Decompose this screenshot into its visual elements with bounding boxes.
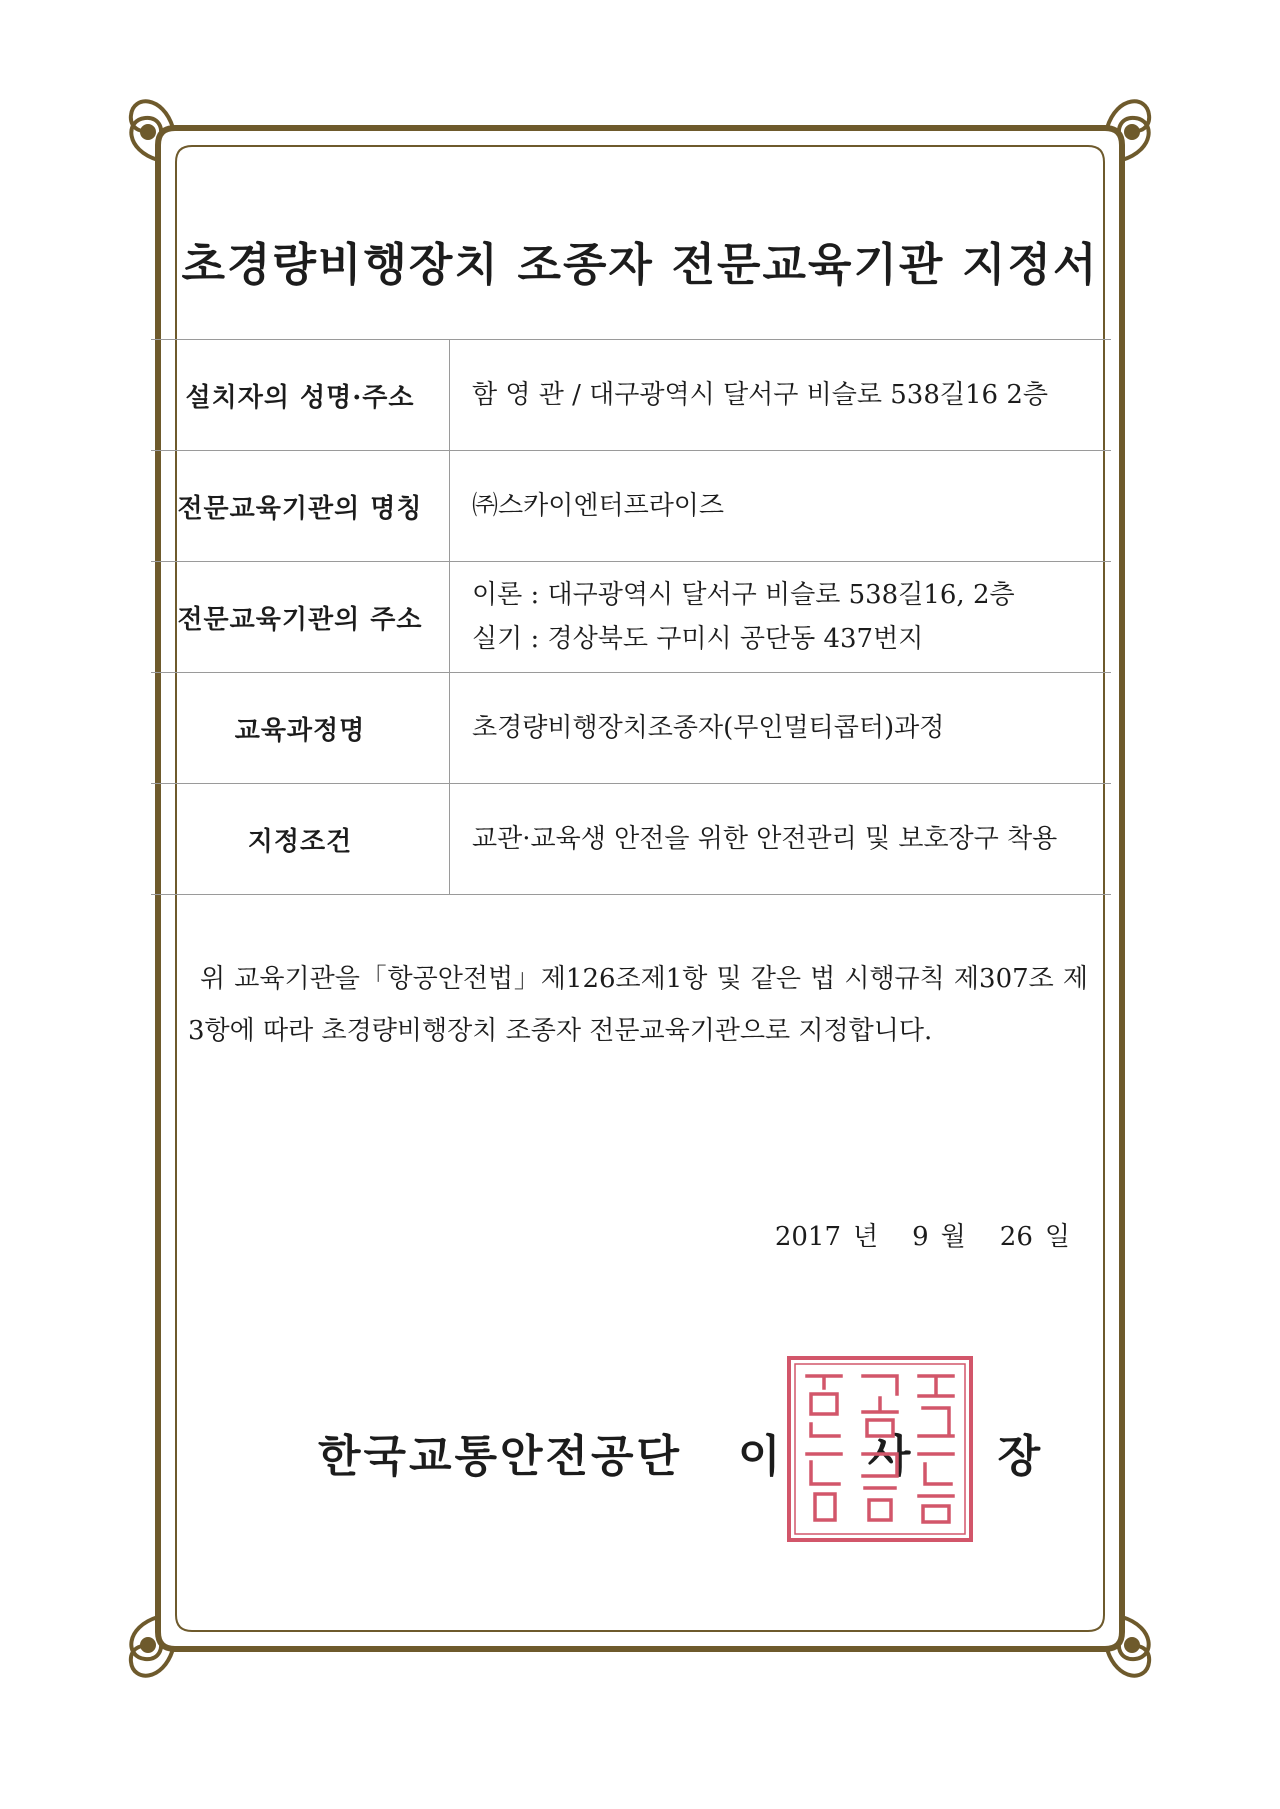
row-label-course-name: 교육과정명 (151, 673, 450, 784)
row-label-conditions: 지정조건 (151, 784, 450, 895)
date-year: 2017 (774, 1222, 841, 1252)
date-month-unit: 월 (940, 1222, 966, 1252)
info-table (151, 339, 1111, 895)
conditions-line: 교관·교육생 안전을 위한 안전관리 및 보호장구 착용 (472, 824, 1058, 854)
table-row (151, 562, 1111, 673)
theory-address-line: 이론 : 대구광역시 달서구 비슬로 538길16, 2층 (472, 580, 1015, 610)
row-value-institution-address (450, 562, 1112, 673)
course-name-line: 초경량비행장치조종자(무인멀티콥터)과정 (472, 713, 945, 743)
date-year-unit: 년 (852, 1222, 879, 1252)
issue-date (775, 1216, 1070, 1253)
table-row (151, 784, 1111, 895)
row-value-founder (450, 340, 1112, 451)
table-row (151, 340, 1111, 451)
row-value-course-name (450, 673, 1112, 784)
date-day-unit: 일 (1044, 1222, 1070, 1252)
row-label-institution-address: 전문교육기관의 주소 (151, 562, 450, 673)
practice-address-line: 실기 : 경상북도 구미시 공단동 437번지 (472, 624, 924, 654)
table-row (151, 451, 1111, 562)
founder-line: 함 영 관 / 대구광역시 달서구 비슬로 538길16 2층 (472, 380, 1048, 410)
date-month: 9 (912, 1222, 929, 1252)
issuer-organization: 한국교통안전공단 (318, 1431, 683, 1482)
row-value-conditions (450, 784, 1112, 895)
table-row (151, 673, 1111, 784)
date-day: 26 (999, 1222, 1033, 1252)
document-title: 초경량비행장치 조종자 전문교육기관 지정서 (181, 238, 1099, 291)
row-label-founder: 설치자의 성명·주소 (151, 340, 450, 451)
row-label-institution-name: 전문교육기관의 명칭 (151, 451, 450, 562)
institution-name-line: ㈜스카이엔터프라이즈 (472, 491, 725, 521)
official-seal (785, 1354, 975, 1544)
designation-statement (188, 953, 1088, 1057)
designation-statement-text: 위 교육기관을「항공안전법」제126조제1항 및 같은 법 시행규칙 제307조 제3항에 따라 초경량비행장치 조종자 전문교육기관으로 지정합니다. (188, 964, 1088, 1046)
row-value-institution-name (450, 451, 1112, 562)
issuer-position: 이 사 장 (738, 1431, 1077, 1482)
